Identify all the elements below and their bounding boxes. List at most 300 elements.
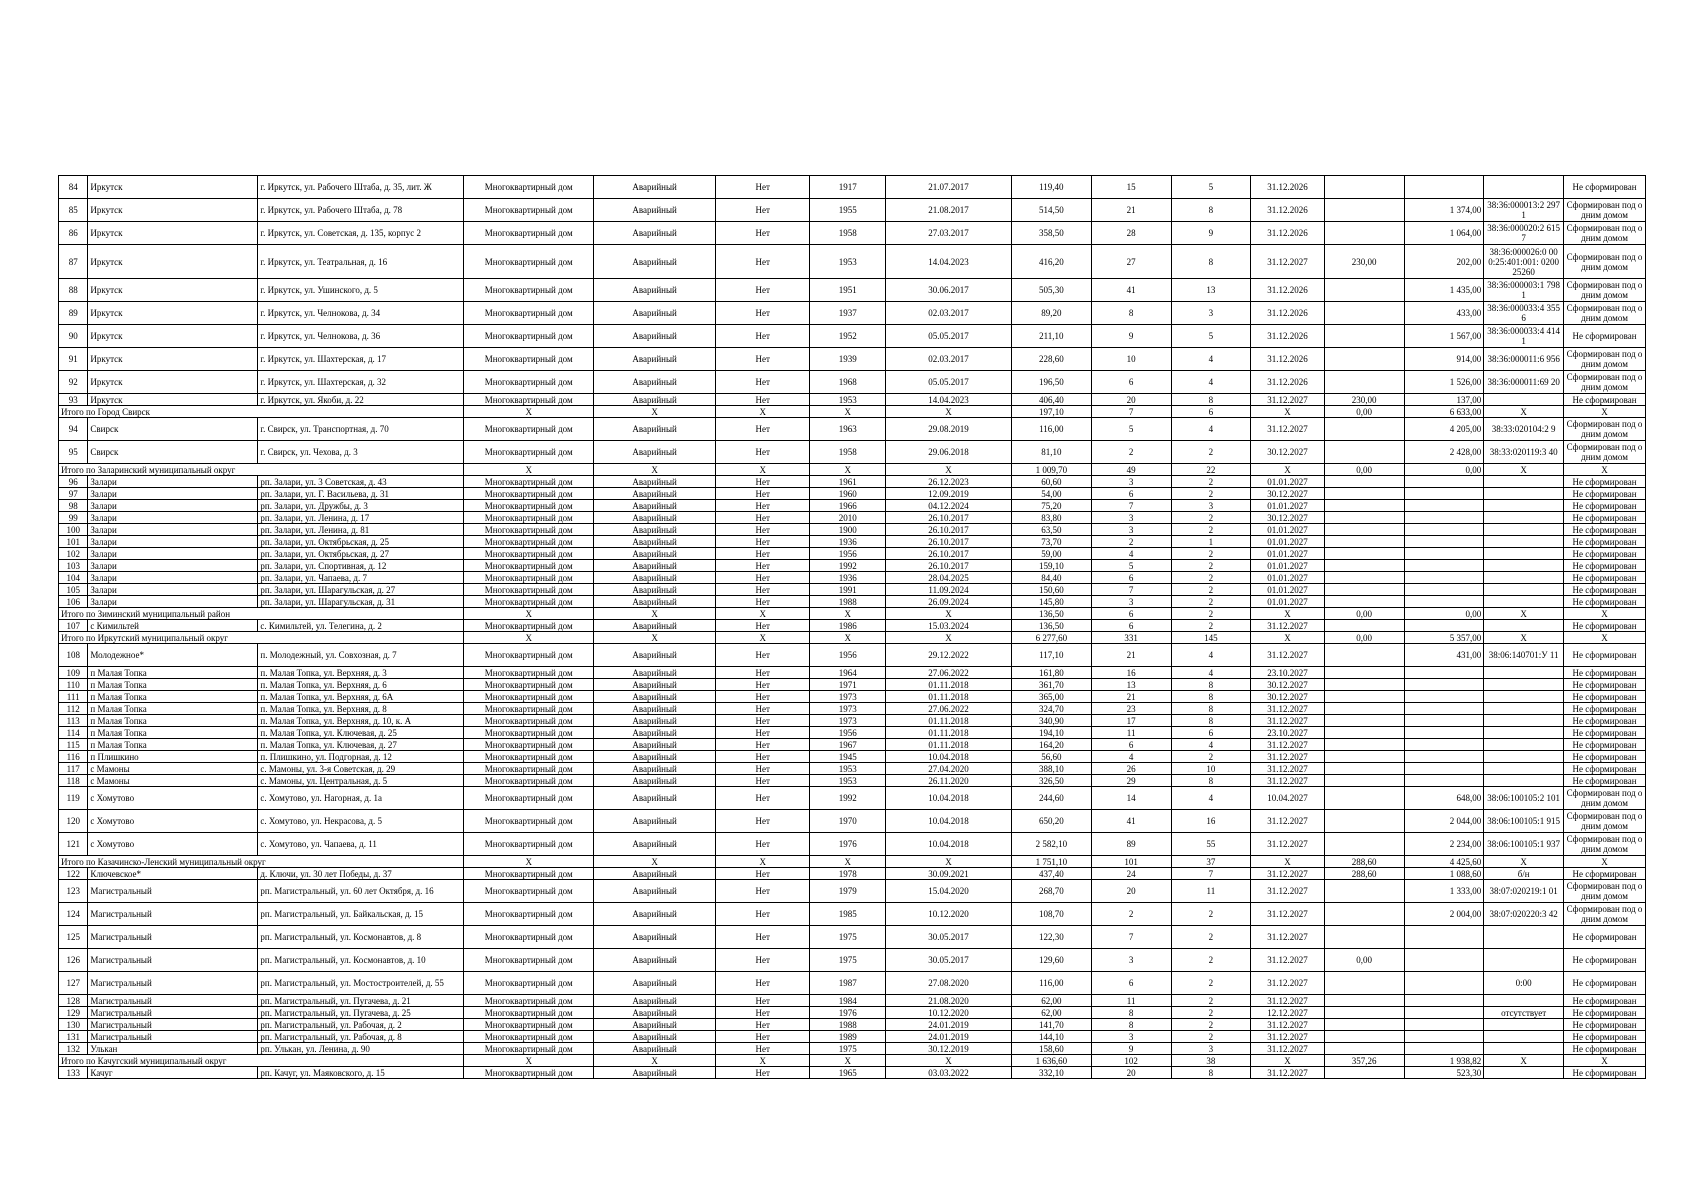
value-1 xyxy=(1324,596,1404,608)
locality: Иркутск xyxy=(88,279,258,302)
condition: Аварийный xyxy=(594,926,716,949)
planned-date: 31.12.2027 xyxy=(1251,1043,1324,1055)
land-status: Не сформирован xyxy=(1564,524,1646,536)
value-1: 0,00 xyxy=(1324,949,1404,972)
planned-date: 31.12.2027 xyxy=(1251,245,1324,279)
row-number: 112 xyxy=(59,703,88,715)
x-mark: X xyxy=(464,1055,594,1067)
address: п. Малая Топка, ул. Верхняя, д. 6А xyxy=(258,691,464,703)
residents: 8 xyxy=(1091,302,1171,325)
flag: Нет xyxy=(716,691,810,703)
cadastral-number: 38:36:000020:2 6157 xyxy=(1484,222,1564,245)
build-year: 1939 xyxy=(810,348,886,371)
build-year: 1965 xyxy=(810,1067,886,1079)
build-year: 1937 xyxy=(810,302,886,325)
flag: Нет xyxy=(716,394,810,406)
flag: Нет xyxy=(716,596,810,608)
cadastral-number xyxy=(1484,1043,1564,1055)
flats: 2 xyxy=(1171,1007,1251,1019)
build-year: 1900 xyxy=(810,524,886,536)
building-type: Многоквартирный дом xyxy=(464,245,594,279)
flats: 6 xyxy=(1171,727,1251,739)
cadastral-number: 38:06:100105:1 937 xyxy=(1484,833,1564,856)
build-year: 2010 xyxy=(810,512,886,524)
flats: 1 xyxy=(1171,536,1251,548)
table-row xyxy=(59,596,1646,608)
x-mark: X xyxy=(716,464,810,476)
x-mark: X xyxy=(1564,1055,1646,1067)
value-2: 2 428,00 xyxy=(1404,441,1484,464)
total-value-1: 0,00 xyxy=(1324,464,1404,476)
table-row xyxy=(59,903,1646,926)
area: 161,80 xyxy=(1011,667,1091,679)
planned-date: 31.12.2026 xyxy=(1251,348,1324,371)
recognition-date: 10.04.2018 xyxy=(886,787,1012,810)
table-row xyxy=(59,441,1646,464)
total-area: 1 636,60 xyxy=(1011,1055,1091,1067)
flag: Нет xyxy=(716,1031,810,1043)
residents: 8 xyxy=(1091,1007,1171,1019)
area: 340,90 xyxy=(1011,715,1091,727)
planned-date: 31.12.2027 xyxy=(1251,739,1324,751)
planned-date: 01.01.2027 xyxy=(1251,524,1324,536)
value-1 xyxy=(1324,325,1404,348)
condition: Аварийный xyxy=(594,1067,716,1079)
cadastral-number xyxy=(1484,775,1564,787)
land-status: Сформирован под одним домом xyxy=(1564,279,1646,302)
residents: 6 xyxy=(1091,572,1171,584)
flag: Нет xyxy=(716,1019,810,1031)
table-row xyxy=(59,500,1646,512)
row-number: 103 xyxy=(59,560,88,572)
value-2 xyxy=(1404,972,1484,995)
flats: 4 xyxy=(1171,644,1251,667)
residents: 2 xyxy=(1091,536,1171,548)
value-2 xyxy=(1404,476,1484,488)
area: 56,60 xyxy=(1011,751,1091,763)
condition: Аварийный xyxy=(594,572,716,584)
locality: Магистральный xyxy=(88,1019,258,1031)
row-number: 95 xyxy=(59,441,88,464)
address: п. Малая Топка, ул. Верхняя, д. 8 xyxy=(258,703,464,715)
build-year: 1971 xyxy=(810,679,886,691)
build-year: 1958 xyxy=(810,222,886,245)
land-status: Не сформирован xyxy=(1564,926,1646,949)
address: рп. Залари, ул. Ленина, д. 81 xyxy=(258,524,464,536)
flag: Нет xyxy=(716,418,810,441)
land-status: Не сформирован xyxy=(1564,176,1646,199)
build-year: 1936 xyxy=(810,572,886,584)
flats: 2 xyxy=(1171,995,1251,1007)
area: 650,20 xyxy=(1011,810,1091,833)
x-mark: X xyxy=(886,464,1012,476)
total-residents: 102 xyxy=(1091,1055,1171,1067)
land-status: Не сформирован xyxy=(1564,667,1646,679)
cadastral-number xyxy=(1484,715,1564,727)
area: 228,60 xyxy=(1011,348,1091,371)
flats: 2 xyxy=(1171,1031,1251,1043)
residents: 6 xyxy=(1091,620,1171,632)
cadastral-number xyxy=(1484,703,1564,715)
building-type: Многоквартирный дом xyxy=(464,536,594,548)
build-year: 1987 xyxy=(810,972,886,995)
x-mark: X xyxy=(886,608,1012,620)
table-row xyxy=(59,715,1646,727)
address: рп. Залари, ул. Октябрьская, д. 25 xyxy=(258,536,464,548)
address: рп. Залари, ул. Октябрьская, д. 27 xyxy=(258,548,464,560)
value-2 xyxy=(1404,488,1484,500)
x-mark: X xyxy=(1564,464,1646,476)
table-row xyxy=(59,810,1646,833)
x-mark: X xyxy=(594,632,716,644)
table-row xyxy=(59,1067,1646,1079)
cadastral-number xyxy=(1484,691,1564,703)
flats: 11 xyxy=(1171,880,1251,903)
planned-date: 01.01.2027 xyxy=(1251,572,1324,584)
row-number: 108 xyxy=(59,644,88,667)
condition: Аварийный xyxy=(594,727,716,739)
locality: п Малая Топка xyxy=(88,679,258,691)
build-year: 1967 xyxy=(810,739,886,751)
total-area: 1 009,70 xyxy=(1011,464,1091,476)
area: 196,50 xyxy=(1011,371,1091,394)
address: г. Иркутск, ул. Шахтерская, д. 17 xyxy=(258,348,464,371)
row-number: 120 xyxy=(59,810,88,833)
building-type: Многоквартирный дом xyxy=(464,371,594,394)
cadastral-number xyxy=(1484,536,1564,548)
flats: 10 xyxy=(1171,763,1251,775)
flats: 2 xyxy=(1171,751,1251,763)
area: 514,50 xyxy=(1011,199,1091,222)
land-status: Не сформирован xyxy=(1564,691,1646,703)
value-2 xyxy=(1404,1007,1484,1019)
value-1 xyxy=(1324,1043,1404,1055)
locality: п Малая Топка xyxy=(88,739,258,751)
recognition-date: 27.08.2020 xyxy=(886,972,1012,995)
total-residents: 101 xyxy=(1091,856,1171,868)
condition: Аварийный xyxy=(594,620,716,632)
x-mark: X xyxy=(1564,856,1646,868)
building-type: Многоквартирный дом xyxy=(464,868,594,880)
flats: 3 xyxy=(1171,1043,1251,1055)
condition: Аварийный xyxy=(594,949,716,972)
building-type: Многоквартирный дом xyxy=(464,703,594,715)
flag: Нет xyxy=(716,222,810,245)
locality: п Малая Топка xyxy=(88,667,258,679)
total-value-2: 0,00 xyxy=(1404,464,1484,476)
condition: Аварийный xyxy=(594,810,716,833)
cadastral-number xyxy=(1484,548,1564,560)
residents: 3 xyxy=(1091,596,1171,608)
table-row xyxy=(59,548,1646,560)
cadastral-number xyxy=(1484,500,1564,512)
locality: Магистральный xyxy=(88,926,258,949)
building-type: Многоквартирный дом xyxy=(464,926,594,949)
row-number: 131 xyxy=(59,1031,88,1043)
residents: 9 xyxy=(1091,1043,1171,1055)
locality: Магистральный xyxy=(88,995,258,1007)
address: рп. Залари, ул. Шарагульская, д. 27 xyxy=(258,584,464,596)
address: с. Хомутово, ул. Некрасова, д. 5 xyxy=(258,810,464,833)
area: 361,70 xyxy=(1011,679,1091,691)
building-type: Многоквартирный дом xyxy=(464,1007,594,1019)
x-mark: X xyxy=(810,464,886,476)
residents: 7 xyxy=(1091,500,1171,512)
value-1 xyxy=(1324,880,1404,903)
locality: Магистральный xyxy=(88,1031,258,1043)
table-row xyxy=(59,868,1646,880)
building-type: Многоквартирный дом xyxy=(464,500,594,512)
value-1 xyxy=(1324,995,1404,1007)
table-row xyxy=(59,1031,1646,1043)
building-type: Многоквартирный дом xyxy=(464,560,594,572)
area: 145,80 xyxy=(1011,596,1091,608)
table-row xyxy=(59,751,1646,763)
area: 83,80 xyxy=(1011,512,1091,524)
x-mark: X xyxy=(810,632,886,644)
building-type: Многоквартирный дом xyxy=(464,441,594,464)
x-mark: X xyxy=(464,464,594,476)
condition: Аварийный xyxy=(594,903,716,926)
residents: 7 xyxy=(1091,926,1171,949)
land-status: Не сформирован xyxy=(1564,536,1646,548)
value-1 xyxy=(1324,560,1404,572)
locality: Магистральный xyxy=(88,903,258,926)
planned-date: 31.12.2026 xyxy=(1251,222,1324,245)
building-type: Многоквартирный дом xyxy=(464,833,594,856)
flats: 2 xyxy=(1171,903,1251,926)
value-1 xyxy=(1324,1031,1404,1043)
value-1 xyxy=(1324,715,1404,727)
row-number: 117 xyxy=(59,763,88,775)
value-1 xyxy=(1324,418,1404,441)
land-status: Не сформирован xyxy=(1564,488,1646,500)
value-2: 648,00 xyxy=(1404,787,1484,810)
table-row xyxy=(59,572,1646,584)
recognition-date: 26.11.2020 xyxy=(886,775,1012,787)
land-status: Сформирован под одним домом xyxy=(1564,245,1646,279)
cadastral-number: 38:36:000013:2 2971 xyxy=(1484,199,1564,222)
table-row xyxy=(59,536,1646,548)
flag: Нет xyxy=(716,868,810,880)
flats: 2 xyxy=(1171,949,1251,972)
address: г. Свирск, ул. Чехова, д. 3 xyxy=(258,441,464,464)
condition: Аварийный xyxy=(594,715,716,727)
land-status: Сформирован под одним домом xyxy=(1564,302,1646,325)
area: 268,70 xyxy=(1011,880,1091,903)
locality: п Малая Топка xyxy=(88,727,258,739)
address: г. Свирск, ул. Транспортная, д. 70 xyxy=(258,418,464,441)
row-number: 97 xyxy=(59,488,88,500)
build-year: 1945 xyxy=(810,751,886,763)
value-1 xyxy=(1324,500,1404,512)
address: п. Малая Топка, ул. Верхняя, д. 6 xyxy=(258,679,464,691)
flag: Нет xyxy=(716,560,810,572)
value-2: 1 064,00 xyxy=(1404,222,1484,245)
planned-date: 30.12.2027 xyxy=(1251,691,1324,703)
flats: 2 xyxy=(1171,926,1251,949)
planned-date: 31.12.2027 xyxy=(1251,868,1324,880)
building-type: Многоквартирный дом xyxy=(464,584,594,596)
area: 136,50 xyxy=(1011,620,1091,632)
residents: 27 xyxy=(1091,245,1171,279)
building-type: Многоквартирный дом xyxy=(464,715,594,727)
residents: 23 xyxy=(1091,703,1171,715)
build-year: 1961 xyxy=(810,476,886,488)
x-mark: X xyxy=(594,608,716,620)
flats: 2 xyxy=(1171,512,1251,524)
planned-date: 31.12.2027 xyxy=(1251,880,1324,903)
locality: с Хомутово xyxy=(88,787,258,810)
locality: Иркутск xyxy=(88,394,258,406)
recognition-date: 26.10.2017 xyxy=(886,560,1012,572)
condition: Аварийный xyxy=(594,536,716,548)
x-mark: X xyxy=(1251,1055,1324,1067)
condition: Аварийный xyxy=(594,833,716,856)
cadastral-number xyxy=(1484,176,1564,199)
planned-date: 31.12.2027 xyxy=(1251,1031,1324,1043)
recognition-date: 30.05.2017 xyxy=(886,949,1012,972)
build-year: 1953 xyxy=(810,394,886,406)
x-mark: X xyxy=(464,608,594,620)
area: 59,00 xyxy=(1011,548,1091,560)
area: 108,70 xyxy=(1011,903,1091,926)
recognition-date: 26.10.2017 xyxy=(886,536,1012,548)
value-2: 1 526,00 xyxy=(1404,371,1484,394)
recognition-date: 21.07.2017 xyxy=(886,176,1012,199)
value-1 xyxy=(1324,1067,1404,1079)
flag: Нет xyxy=(716,787,810,810)
row-number: 107 xyxy=(59,620,88,632)
residents: 26 xyxy=(1091,763,1171,775)
residents: 29 xyxy=(1091,775,1171,787)
build-year: 1975 xyxy=(810,949,886,972)
planned-date: 31.12.2027 xyxy=(1251,949,1324,972)
total-value-2: 5 357,00 xyxy=(1404,632,1484,644)
locality: Залари xyxy=(88,596,258,608)
row-number: 88 xyxy=(59,279,88,302)
flats: 8 xyxy=(1171,394,1251,406)
table-row xyxy=(59,775,1646,787)
planned-date: 23.10.2027 xyxy=(1251,667,1324,679)
flag: Нет xyxy=(716,775,810,787)
area: 358,50 xyxy=(1011,222,1091,245)
flats: 3 xyxy=(1171,302,1251,325)
condition: Аварийный xyxy=(594,325,716,348)
subtotal-label: Итого по Качугский муниципальный округ xyxy=(59,1055,464,1067)
locality: Иркутск xyxy=(88,222,258,245)
building-type: Многоквартирный дом xyxy=(464,348,594,371)
recognition-date: 01.11.2018 xyxy=(886,727,1012,739)
recognition-date: 15.04.2020 xyxy=(886,880,1012,903)
subtotal-row xyxy=(59,406,1646,418)
value-2 xyxy=(1404,715,1484,727)
value-1 xyxy=(1324,667,1404,679)
recognition-date: 30.05.2017 xyxy=(886,926,1012,949)
row-number: 116 xyxy=(59,751,88,763)
row-number: 89 xyxy=(59,302,88,325)
residents: 3 xyxy=(1091,1031,1171,1043)
cadastral-number: 38:06:140701:У 11 xyxy=(1484,644,1564,667)
value-2: 1 088,60 xyxy=(1404,868,1484,880)
land-status: Сформирован под одним домом xyxy=(1564,199,1646,222)
value-2 xyxy=(1404,572,1484,584)
building-type: Многоквартирный дом xyxy=(464,739,594,751)
land-status: Не сформирован xyxy=(1564,751,1646,763)
build-year: 1953 xyxy=(810,775,886,787)
planned-date: 01.01.2027 xyxy=(1251,500,1324,512)
building-type: Многоквартирный дом xyxy=(464,596,594,608)
total-flats: 37 xyxy=(1171,856,1251,868)
recognition-date: 26.09.2024 xyxy=(886,596,1012,608)
x-mark: X xyxy=(716,406,810,418)
build-year: 1956 xyxy=(810,548,886,560)
flats: 2 xyxy=(1171,548,1251,560)
build-year: 1968 xyxy=(810,371,886,394)
address: рп. Залари, ул. Чапаева, д. 7 xyxy=(258,572,464,584)
address: п. Молодежный, ул. Совхозная, д. 7 xyxy=(258,644,464,667)
recognition-date: 15.03.2024 xyxy=(886,620,1012,632)
address: рп. Магистральный, ул. 60 лет Октября, д. 16 xyxy=(258,880,464,903)
total-value-1: 0,00 xyxy=(1324,608,1404,620)
recognition-date: 29.06.2018 xyxy=(886,441,1012,464)
value-1 xyxy=(1324,903,1404,926)
table-row xyxy=(59,176,1646,199)
residents: 8 xyxy=(1091,1019,1171,1031)
cadastral-number xyxy=(1484,620,1564,632)
x-mark: X xyxy=(1484,464,1564,476)
cadastral-number xyxy=(1484,560,1564,572)
row-number: 115 xyxy=(59,739,88,751)
build-year: 1989 xyxy=(810,1031,886,1043)
cadastral-number: 38:36:000003:1 7981 xyxy=(1484,279,1564,302)
total-flats: 145 xyxy=(1171,632,1251,644)
total-value-2: 4 425,60 xyxy=(1404,856,1484,868)
x-mark: X xyxy=(594,856,716,868)
residents: 20 xyxy=(1091,1067,1171,1079)
cadastral-number: 38:36:000011:69 20 xyxy=(1484,371,1564,394)
land-status: Не сформирован xyxy=(1564,739,1646,751)
condition: Аварийный xyxy=(594,394,716,406)
land-status: Не сформирован xyxy=(1564,572,1646,584)
value-2 xyxy=(1404,995,1484,1007)
recognition-date: 30.09.2021 xyxy=(886,868,1012,880)
row-number: 123 xyxy=(59,880,88,903)
building-type: Многоквартирный дом xyxy=(464,476,594,488)
table-row xyxy=(59,560,1646,572)
flag: Нет xyxy=(716,667,810,679)
build-year: 1984 xyxy=(810,995,886,1007)
value-2 xyxy=(1404,727,1484,739)
table-row xyxy=(59,488,1646,500)
address: рп. Магистральный, ул. Пугачева, д. 21 xyxy=(258,995,464,1007)
land-status: Не сформирован xyxy=(1564,727,1646,739)
residents: 13 xyxy=(1091,679,1171,691)
address: с. Мамоны, ул. 3-я Советская, д. 29 xyxy=(258,763,464,775)
locality: Залари xyxy=(88,560,258,572)
area: 116,00 xyxy=(1011,418,1091,441)
x-mark: X xyxy=(594,1055,716,1067)
flats: 2 xyxy=(1171,572,1251,584)
area: 365,00 xyxy=(1011,691,1091,703)
value-1 xyxy=(1324,512,1404,524)
value-1 xyxy=(1324,222,1404,245)
row-number: 124 xyxy=(59,903,88,926)
value-2: 1 567,00 xyxy=(1404,325,1484,348)
flats: 16 xyxy=(1171,810,1251,833)
area: 73,70 xyxy=(1011,536,1091,548)
planned-date: 31.12.2027 xyxy=(1251,1019,1324,1031)
